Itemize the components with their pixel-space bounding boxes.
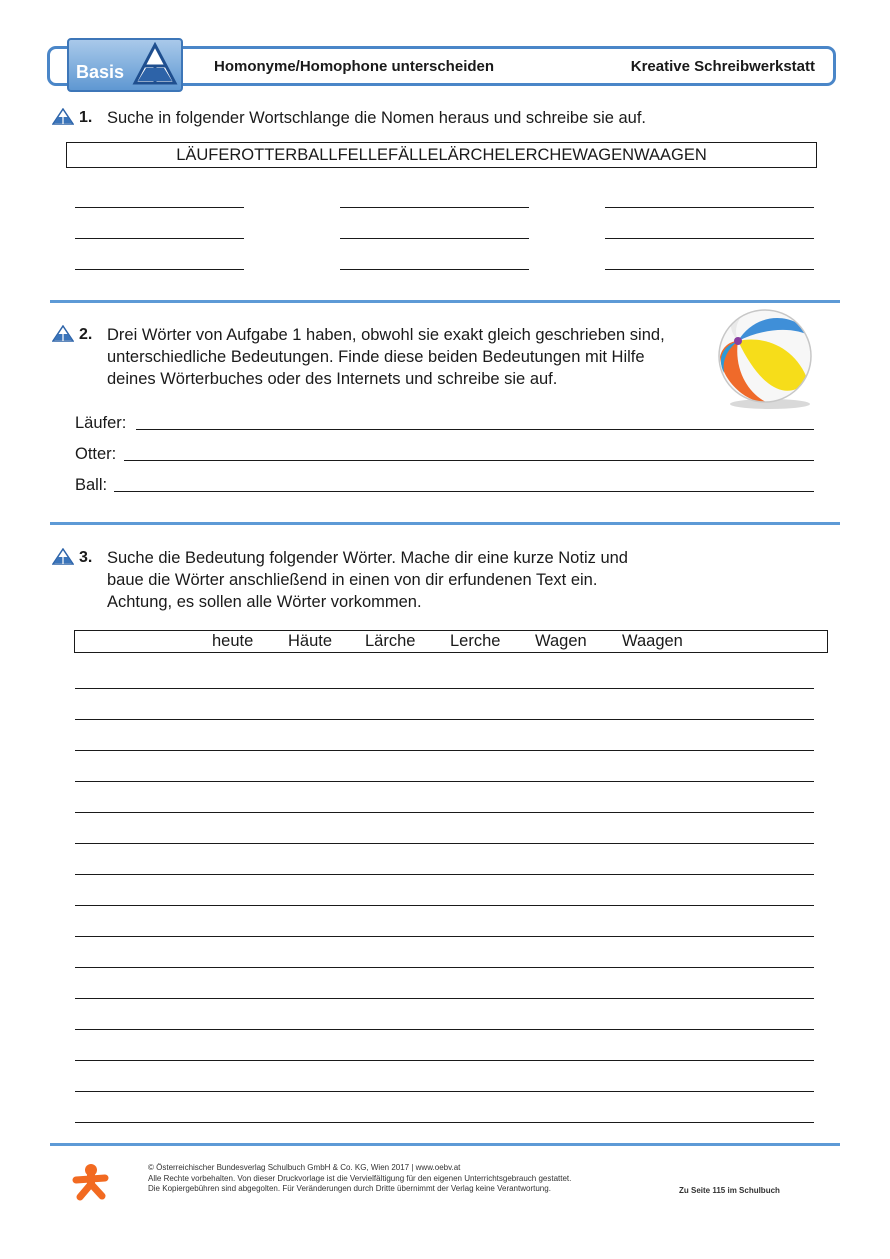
footer-line: Die Kopiergebühren sind abgegolten. Für Veränderungen durch Dritte übernimmt der Verlag keine Verantwortung.: [148, 1184, 551, 1193]
task2-number: 2.: [79, 326, 93, 343]
writing-line[interactable]: [75, 936, 814, 937]
task3-instruction-line: Suche die Bedeutung folgender Wörter. Mache dir eine kurze Notiz und: [107, 549, 628, 567]
writing-line[interactable]: [75, 1091, 814, 1092]
answer-line[interactable]: [605, 269, 814, 270]
answer-line[interactable]: [605, 207, 814, 208]
answer-line[interactable]: [136, 429, 814, 430]
writing-line[interactable]: [75, 688, 814, 689]
label-ball: Ball:: [75, 476, 108, 494]
writing-line[interactable]: [75, 750, 814, 751]
section-title: Kreative Schreibwerkstatt: [630, 58, 815, 75]
word-item: Lärche: [365, 632, 416, 650]
worksheet-title: Homonyme/Homophone unterscheiden: [214, 58, 495, 75]
answer-line[interactable]: [114, 491, 814, 492]
footer-divider: [50, 1143, 840, 1146]
publisher-logo: [72, 1162, 110, 1202]
task1-instruction: Suche in folgender Wortschlange die Nomen heraus und schreibe sie auf.: [107, 109, 647, 127]
answer-line[interactable]: [75, 238, 244, 239]
task1-number: 1.: [79, 109, 93, 126]
answer-line[interactable]: [340, 269, 529, 270]
task2-instruction-line: deines Wörterbuches oder des Internets und schreibe sie auf.: [107, 370, 558, 388]
footer-page-ref: Zu Seite 115 im Schulbuch: [679, 1186, 780, 1195]
writing-line[interactable]: [75, 1060, 814, 1061]
writing-line[interactable]: [75, 967, 814, 968]
task3-instruction-line: baue die Wörter anschließend in einen von dir erfundenen Text ein.: [107, 571, 598, 589]
word-item: Lerche: [450, 632, 501, 650]
label-otter: Otter:: [75, 445, 117, 463]
task3-number: 3.: [79, 549, 93, 566]
word-item: Waagen: [622, 632, 683, 650]
word-list-box: [74, 630, 828, 653]
word-snake-text: LÄUFEROTTERBALLFELLEFÄLLELÄRCHELERCHEWAGENWAAGEN: [176, 146, 707, 164]
label-laeufer: Läufer:: [75, 414, 127, 432]
section-divider: [50, 300, 840, 303]
task-level-icon: [52, 548, 74, 565]
answer-line[interactable]: [75, 269, 244, 270]
task3-instruction-line: Achtung, es sollen alle Wörter vorkommen.: [107, 593, 422, 611]
basis-logo-label: Basis: [76, 62, 125, 82]
answer-line[interactable]: [605, 238, 814, 239]
beach-ball-image: [716, 307, 814, 411]
answer-line[interactable]: [75, 207, 244, 208]
answer-line[interactable]: [340, 207, 529, 208]
footer-line: © Österreichischer Bundesverlag Schulbuch GmbH & Co. KG, Wien 2017 | www.oebv.at: [148, 1163, 461, 1172]
writing-line[interactable]: [75, 719, 814, 720]
writing-line[interactable]: [75, 843, 814, 844]
answer-line[interactable]: [124, 460, 814, 461]
word-item: heute: [212, 632, 254, 650]
basis-triangle-icon: [132, 42, 178, 86]
answer-line[interactable]: [340, 238, 529, 239]
writing-line[interactable]: [75, 905, 814, 906]
word-snake-box: [66, 142, 817, 168]
writing-line[interactable]: [75, 781, 814, 782]
section-divider: [50, 522, 840, 525]
task-level-icon: [52, 108, 74, 125]
writing-line[interactable]: [75, 874, 814, 875]
writing-line[interactable]: [75, 1029, 814, 1030]
writing-line[interactable]: [75, 1122, 814, 1123]
task2-instruction-line: unterschiedliche Bedeutungen. Finde diese beiden Bedeutungen mit Hilfe: [107, 348, 645, 366]
writing-line[interactable]: [75, 812, 814, 813]
writing-line[interactable]: [75, 998, 814, 999]
word-item: Wagen: [535, 632, 587, 650]
footer-line: Alle Rechte vorbehalten. Von dieser Druckvorlage ist die Vervielfältigung für den eigenen Unterrichtsgebrauch gestattet.: [148, 1173, 572, 1183]
task-level-icon: [52, 325, 74, 342]
task2-instruction-line: Drei Wörter von Aufgabe 1 haben, obwohl sie exakt gleich geschrieben sind,: [107, 326, 665, 344]
word-item: Häute: [288, 632, 333, 650]
footer-copyright: [148, 1163, 571, 1195]
